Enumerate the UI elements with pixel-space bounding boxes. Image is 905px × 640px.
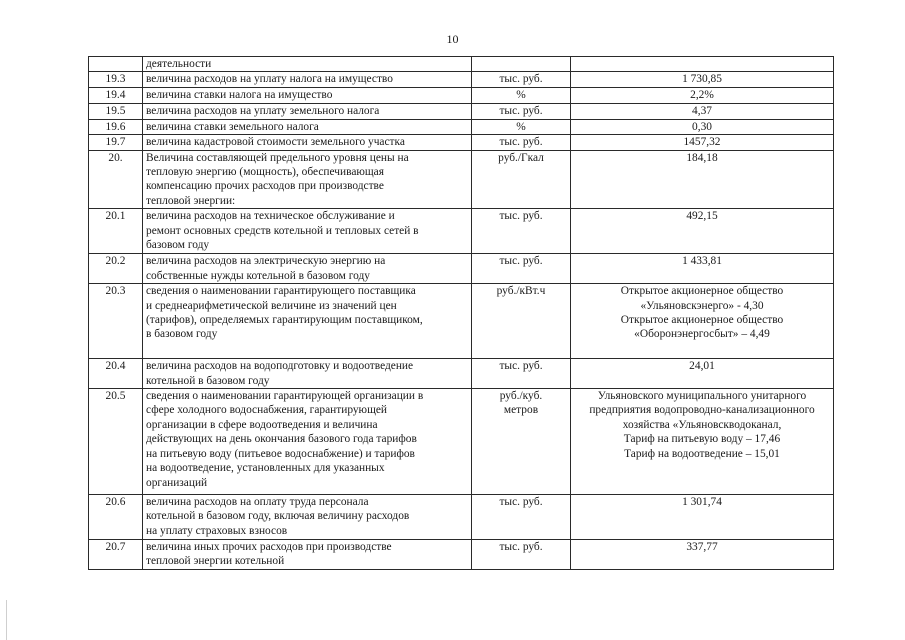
row-description-line: и среднеарифметической величине из значений цен bbox=[146, 299, 397, 312]
row-value-line: 492,15 bbox=[686, 210, 718, 223]
row-value-line: 1 301,74 bbox=[682, 496, 722, 509]
row-description bbox=[143, 103, 472, 119]
row-value-line: 184,18 bbox=[686, 151, 718, 164]
row-number: 19.3 bbox=[89, 72, 143, 88]
row-unit bbox=[472, 103, 571, 119]
row-description-line: действующих на день окончания базового года тарифов bbox=[146, 433, 417, 446]
row-unit bbox=[472, 135, 571, 150]
row-value bbox=[571, 284, 834, 359]
row-unit bbox=[472, 540, 571, 570]
row-description-line: в базовом году bbox=[146, 328, 218, 341]
row-number: 20. bbox=[89, 150, 143, 209]
table-row bbox=[89, 495, 834, 540]
row-number: 20.1 bbox=[89, 209, 143, 254]
row-value bbox=[571, 495, 834, 540]
tariff-table-body bbox=[89, 57, 834, 570]
row-description-line: компенсацию прочих расходов при производстве bbox=[146, 180, 384, 193]
table-row bbox=[89, 359, 834, 389]
row-value-line: 1 433,81 bbox=[682, 255, 722, 268]
row-value-line: Тариф на питьевую воду – 17,46 bbox=[623, 433, 781, 446]
row-description-line: тепловой энергии: bbox=[146, 194, 236, 207]
table-row bbox=[89, 119, 834, 134]
row-unit bbox=[472, 389, 571, 495]
row-value bbox=[571, 150, 834, 209]
row-description-line: собственные нужды котельной в базовом году bbox=[146, 269, 370, 282]
table-row bbox=[89, 209, 834, 254]
table-row bbox=[89, 284, 834, 359]
row-value-line: Тариф на водоотведение – 15,01 bbox=[624, 447, 780, 460]
row-number: 19.5 bbox=[89, 103, 143, 119]
row-description-line: на водоотведение, установленных для указанных bbox=[146, 462, 385, 475]
row-description bbox=[143, 540, 472, 570]
row-description bbox=[143, 359, 472, 389]
table-row bbox=[89, 389, 834, 495]
row-description bbox=[143, 119, 472, 134]
row-description-line: на питьевую воду (питьевое водоснабжение) и тарифов bbox=[146, 447, 415, 460]
row-value-line: Открытое акционерное общество bbox=[620, 314, 784, 327]
row-unit-line: тыс. руб. bbox=[499, 104, 543, 117]
row-description-line: котельной в базовом году bbox=[146, 374, 270, 387]
row-description-line: организации в сфере водоотведения и величина bbox=[146, 418, 378, 431]
row-unit-line: % bbox=[516, 120, 526, 133]
table-row bbox=[89, 254, 834, 284]
row-unit-line: тыс. руб. bbox=[499, 496, 543, 509]
row-value-line: 4,37 bbox=[692, 104, 712, 117]
row-unit-line: метров bbox=[503, 404, 539, 417]
row-value-line: 2,2% bbox=[690, 89, 714, 102]
row-description-line: Величина составляющей предельного уровня цены на bbox=[146, 151, 409, 164]
row-description-line: ремонт основных средств котельной и тепловых сетей в bbox=[146, 224, 419, 237]
row-description bbox=[143, 57, 472, 72]
row-value bbox=[571, 389, 834, 495]
row-value-line: 0,30 bbox=[692, 120, 712, 133]
row-description-line: величина расходов на техническое обслуживание и bbox=[146, 210, 395, 223]
row-value-line: «Оборонэнергосбыт» – 4,49 bbox=[634, 328, 770, 341]
row-number: 19.7 bbox=[89, 135, 143, 150]
row-value bbox=[571, 72, 834, 88]
row-unit bbox=[472, 88, 571, 103]
row-unit bbox=[472, 284, 571, 359]
row-number: 20.2 bbox=[89, 254, 143, 284]
row-description-line: величина расходов на электрическую энергию на bbox=[146, 255, 386, 268]
row-description-line: организаций bbox=[146, 476, 208, 489]
row-unit bbox=[472, 150, 571, 209]
row-description bbox=[143, 150, 472, 209]
row-unit bbox=[472, 359, 571, 389]
row-unit bbox=[472, 254, 571, 284]
row-description-line: величина ставки земельного налога bbox=[146, 120, 319, 133]
tariff-table bbox=[88, 56, 834, 570]
row-value-line: 1457,32 bbox=[683, 136, 721, 149]
row-unit bbox=[472, 119, 571, 134]
row-description-line: сведения о наименовании гарантирующего поставщика bbox=[146, 285, 416, 298]
row-value-line: 337,77 bbox=[686, 541, 718, 554]
row-description bbox=[143, 495, 472, 540]
row-unit-line: тыс. руб. bbox=[499, 73, 543, 86]
row-unit-line: руб./Гкал bbox=[498, 151, 544, 164]
row-unit bbox=[472, 209, 571, 254]
row-description bbox=[143, 254, 472, 284]
row-description-line: величина расходов на уплату налога на имущество bbox=[146, 73, 393, 86]
row-number: 20.6 bbox=[89, 495, 143, 540]
table-row bbox=[89, 135, 834, 150]
row-value bbox=[571, 103, 834, 119]
row-unit-line: тыс. руб. bbox=[499, 255, 543, 268]
table-row bbox=[89, 103, 834, 119]
row-value bbox=[571, 88, 834, 103]
row-description-line: сведения о наименовании гарантирующей организации в bbox=[146, 390, 424, 403]
row-unit bbox=[472, 495, 571, 540]
table-row bbox=[89, 57, 834, 72]
row-description-line: величина расходов на водоподготовку и водоотведение bbox=[146, 360, 414, 373]
row-value bbox=[571, 359, 834, 389]
row-value-line: хозяйства «Ульяновскводоканал, bbox=[622, 418, 782, 431]
row-description-line: величина расходов на уплату земельного налога bbox=[146, 104, 380, 117]
row-description-line: величина ставки налога на имущество bbox=[146, 89, 333, 102]
row-unit-line: тыс. руб. bbox=[499, 210, 543, 223]
row-unit bbox=[472, 72, 571, 88]
row-unit-line: руб./кВт.ч bbox=[496, 285, 546, 298]
row-value-line: Открытое акционерное общество bbox=[620, 285, 784, 298]
row-description bbox=[143, 135, 472, 150]
row-value-line: Ульяновского муниципального унитарного bbox=[597, 390, 807, 403]
row-value-line: 1 730,85 bbox=[682, 73, 722, 86]
row-number: 20.5 bbox=[89, 389, 143, 495]
row-value-line: предприятия водопроводно-канализационного bbox=[589, 404, 815, 417]
scan-edge-mark bbox=[6, 600, 7, 640]
row-unit-line: % bbox=[516, 89, 526, 102]
row-value bbox=[571, 540, 834, 570]
row-description-line: (тарифов), определяемых гарантирующим поставщиком, bbox=[146, 314, 423, 327]
page-number: 10 bbox=[446, 32, 459, 46]
row-unit-line: руб./куб. bbox=[499, 390, 543, 403]
row-number: 19.4 bbox=[89, 88, 143, 103]
row-value bbox=[571, 254, 834, 284]
row-description-line: величина кадастровой стоимости земельного участка bbox=[146, 136, 405, 149]
row-unit bbox=[472, 57, 571, 72]
table-row bbox=[89, 150, 834, 209]
row-number: 20.4 bbox=[89, 359, 143, 389]
row-description-line: деятельности bbox=[146, 58, 212, 70]
row-description-line: котельной в базовом году, включая величину расходов bbox=[146, 510, 410, 523]
row-unit-line: тыс. руб. bbox=[499, 541, 543, 554]
table-row bbox=[89, 72, 834, 88]
row-description bbox=[143, 389, 472, 495]
row-description bbox=[143, 72, 472, 88]
row-description-line: тепловой энергии котельной bbox=[146, 555, 285, 568]
row-value-line: «Ульяновскэнерго» - 4,30 bbox=[640, 299, 764, 312]
row-description-line: на уплату страховых взносов bbox=[146, 524, 288, 537]
table-row bbox=[89, 540, 834, 570]
row-number: 20.3 bbox=[89, 284, 143, 359]
row-value bbox=[571, 135, 834, 150]
row-description-line: базовом году bbox=[146, 239, 210, 252]
row-description bbox=[143, 209, 472, 254]
row-description bbox=[143, 284, 472, 359]
row-description-line: величина расходов на оплату труда персонала bbox=[146, 496, 369, 509]
row-unit-line: тыс. руб. bbox=[499, 136, 543, 149]
row-number: 20.7 bbox=[89, 540, 143, 570]
row-unit-line: тыс. руб. bbox=[499, 360, 543, 373]
row-value bbox=[571, 57, 834, 72]
row-value bbox=[571, 119, 834, 134]
row-number bbox=[89, 57, 143, 72]
row-value bbox=[571, 209, 834, 254]
row-description-line: сфере холодного водоснабжения, гарантирующей bbox=[146, 404, 387, 417]
row-value-line: 24,01 bbox=[689, 360, 715, 373]
row-number: 19.6 bbox=[89, 119, 143, 134]
row-description-line: величина иных прочих расходов при производстве bbox=[146, 541, 392, 554]
table-row bbox=[89, 88, 834, 103]
row-description bbox=[143, 88, 472, 103]
row-description-line: тепловую энергию (мощность), обеспечивающая bbox=[146, 166, 384, 179]
